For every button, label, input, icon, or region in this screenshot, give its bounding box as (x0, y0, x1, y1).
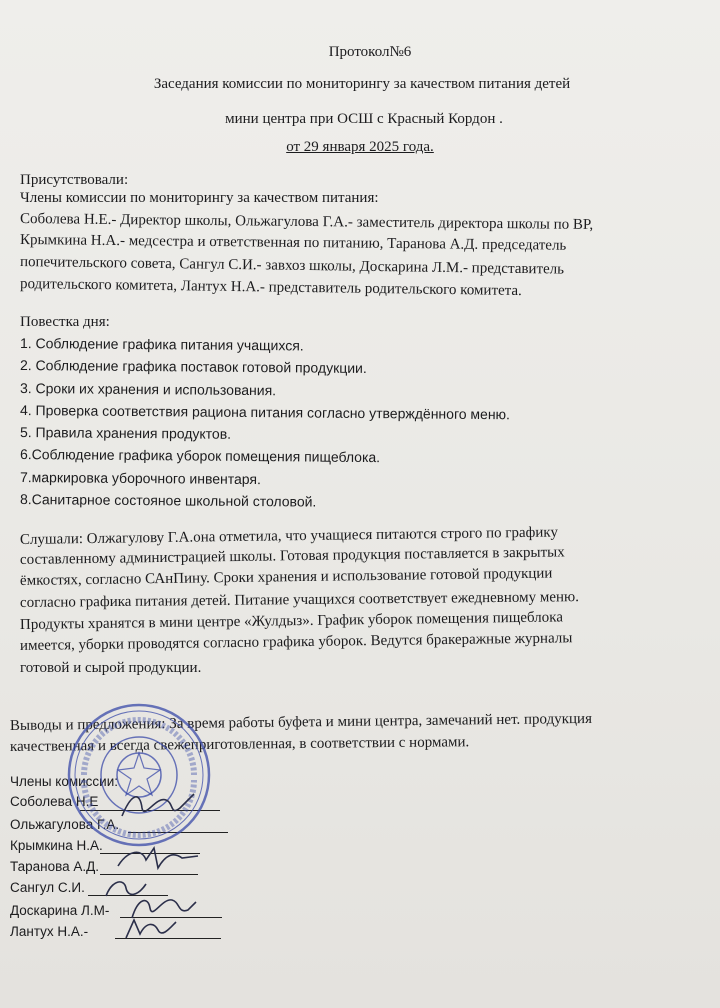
agenda-label: Повестка дня: (20, 314, 110, 330)
member-name: Крымкина Н.А. (10, 838, 103, 853)
protocol-subtitle-line1: Заседания комиссии по мониторингу за качеством питания детей (153, 76, 571, 92)
attendance-line: Соболева Н.Е.- Директор школы, Ольжагулова Г.А.- заместитель директора школы по ВР, (19, 211, 594, 234)
agenda-item: 8.Санитарное состояное школьной столовой. (19, 491, 317, 510)
heard-line: согласно графика питания детей. Питание учащихся соответствует ежедневному меню. (19, 589, 580, 611)
attendance-line: родительского комитета, Лантух Н.А.- представитель родительского комитета. (19, 276, 522, 300)
signature-icon (120, 912, 180, 944)
protocol-subtitle-line2: мини центра при ОСШ с Красный Кордон . (225, 111, 503, 127)
protocol-date: от 29 января 2025 года. (286, 139, 434, 155)
agenda-item: 7.маркировка уборочного инвентаря. (19, 469, 262, 488)
agenda-item: 5. Правила хранения продуктов. (19, 424, 232, 442)
conclusions-line: качественная и всегда свежеприготовленная, в соответствии с нормами. (9, 734, 470, 755)
agenda-item: 1. Соблюдение графика питания учащихся. (19, 335, 304, 354)
official-seal-icon (64, 700, 214, 850)
members-label: Члены комиссии: (10, 774, 119, 789)
signature-icon (118, 786, 198, 824)
heard-line: Продукты хранятся в мини центре «Жулдыз». График уборок помещения пищеблока (19, 609, 564, 633)
member-name: Ольжагулова Г.А. (10, 817, 120, 832)
attendance-line: попечительского совета, Сангул С.И.- завхоз школы, Доскарина Л.М.- представитель (19, 254, 565, 278)
agenda-item: 2. Соблюдение графика поставок готовой продукции. (19, 357, 367, 377)
heard-line: имеется, уборки проводятся согласно графика уборок. Ведутся бракеражные журналы (19, 630, 573, 654)
conclusions-line: Выводы и предложения: За время работы буфета и мини центра, замечаний нет. продукция (9, 710, 593, 734)
protocol-title: Протокол№6 (328, 44, 412, 60)
agenda-item: 6.Соблюдение графика уборок помещения пищеблока. (19, 446, 381, 466)
agenda-item: 3. Сроки их хранения и использования. (19, 380, 277, 399)
member-name: Соболева Н.Е (10, 794, 99, 809)
member-name: Лантух Н.А.- (10, 924, 89, 939)
attendance-label: Присутствовали: (20, 172, 129, 188)
heard-line: ёмкостях, согласно САнПину. Сроки хранения и использование готовой продукции (19, 565, 553, 589)
member-name: Сангул С.И. (10, 880, 85, 895)
attendance-line: Крымкина Н.А.- медсестра и ответственная по питанию, Таранова А.Д. председатель (19, 232, 567, 254)
member-name: Доскарина Л.М- (10, 903, 110, 918)
heard-line: Слушали: Олжагулову Г.А.она отметила, что учащиеся питаются строго по графику (19, 524, 559, 548)
agenda-item: 4. Проверка соответствия рациона питания согласно утверждённого меню. (19, 402, 511, 423)
heard-line: готовой и сырой продукции. (20, 660, 202, 676)
heard-line: составленному администрацией школы. Готовая продукция поставляется в закрытых (19, 544, 565, 568)
member-name: Таранова А.Д. (10, 859, 100, 874)
attendance-line: Члены комиссии по мониторингу за качеством питания: (20, 190, 379, 206)
